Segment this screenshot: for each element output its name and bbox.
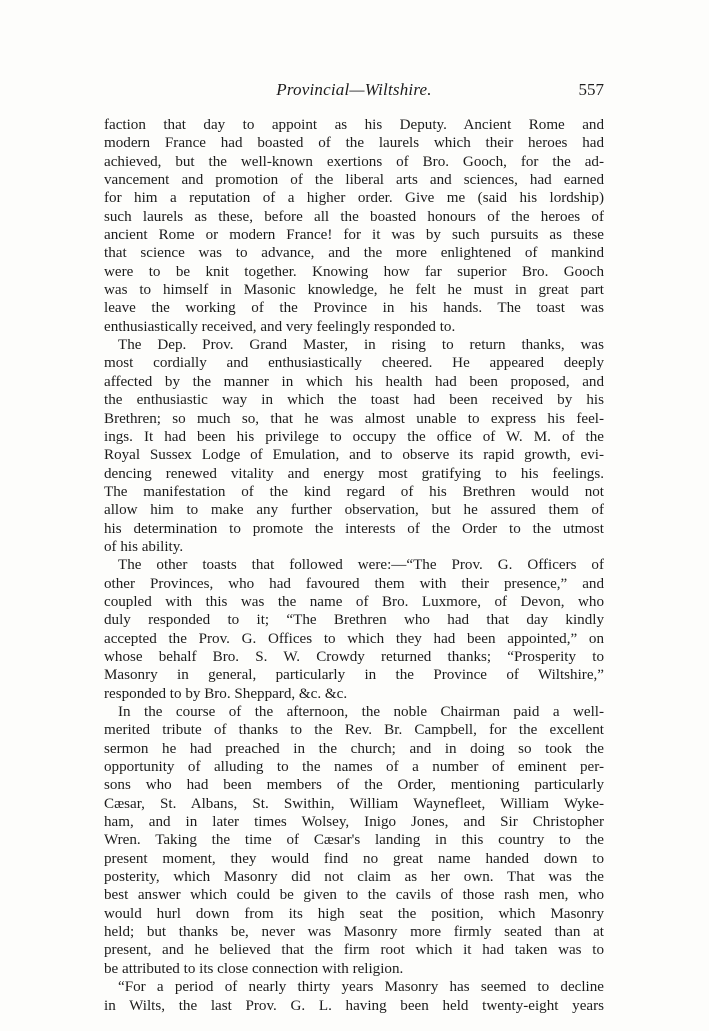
text-line: present moment, they would find no great name handed down to (104, 850, 604, 867)
text-line: enthusiastically received, and very feelingly responded to. (104, 318, 456, 335)
text-line: vancement and promotion of the liberal arts and sciences, had earned (104, 172, 604, 189)
text-line: coupled with this was the name of Bro. Luxmore, of Devon, who (104, 593, 604, 610)
text-line: ings. It had been his privilege to occupy the office of W. M. of the (104, 428, 604, 445)
text-line: The manifestation of the kind regard of his Brethren would not (104, 483, 604, 500)
text-line: would hurl down from its high seat the position, which Masonry (104, 905, 604, 922)
text-line: dencing renewed vitality and energy most gratifying to his feelings. (104, 465, 604, 482)
text-line: posterity, which Masonry did not claim as her own. That was the (104, 869, 604, 886)
text-line: leave the working of the Province in his hands. The toast was (104, 300, 604, 317)
running-title: Provincial—Wiltshire. (276, 80, 432, 99)
text-line: his determination to promote the interests of the Order to the utmost (104, 520, 604, 537)
text-line: held; but thanks be, never was Masonry more firmly seated than at (104, 924, 604, 941)
text-line: accepted the Prov. G. Offices to which they had been appointed,” on (104, 630, 604, 647)
text-line: such laurels as these, before all the boasted honours of the heroes of (104, 208, 604, 225)
text-line: other Provinces, who had favoured them with their presence,” and (104, 575, 604, 592)
text-line: In the course of the afternoon, the noble Chairman paid a well- (118, 704, 604, 720)
text-line: responded to by Bro. Sheppard, &c. &c. (104, 685, 348, 702)
text-line: of his ability. (104, 538, 184, 555)
body-text (104, 116, 604, 1015)
text-line: The other toasts that followed were:—“The Prov. G. Officers of (118, 557, 604, 574)
text-line: achieved, but the well-known exertions of Bro. Gooch, for the ad- (104, 153, 604, 170)
text-line: sons who had been members of the Order, mentioning particularly (104, 777, 604, 794)
text-line: be attributed to its close connection with religion. (104, 960, 404, 977)
text-line: Masonry in general, particularly in the Province of Wiltshire,” (104, 667, 604, 684)
text-line: Royal Sussex Lodge of Emulation, and to observe its rapid growth, evi- (104, 447, 604, 464)
text-line: present, and he believed that the firm root which it had taken was to (104, 942, 604, 959)
text-line: sermon he had preached in the church; and in doing so took the (104, 740, 604, 757)
text-line: was to himself in Masonic knowledge, he felt he must in great part (104, 282, 604, 299)
text-line: in Wilts, the last Prov. G. L. having been held twenty-eight years (104, 997, 604, 1014)
text-line: most cordially and enthusiastically cheered. He appeared deeply (104, 355, 604, 372)
text-line: were to be knit together. Knowing how far superior Bro. Gooch (104, 263, 604, 280)
text-line: best answer which could be given to the cavils of those rash men, who (104, 887, 604, 904)
text-line: that science was to advance, and the more enlightened of mankind (104, 245, 604, 262)
text-line: for him a reputation of a higher order. Give me (said his lordship) (104, 190, 604, 207)
text-line: “For a period of nearly thirty years Masonry has seemed to decline (118, 979, 604, 996)
text-line: allow him to make any further observation, but he assured them of (104, 502, 604, 519)
text-line: the enthusiastic way in which the toast had been received by his (104, 392, 604, 409)
page-number: 557 (578, 80, 604, 99)
text-line: Brethren; so much so, that he was almost unable to express his feel- (104, 410, 604, 427)
text-line: faction that day to appoint as his Deputy. Ancient Rome and (104, 117, 604, 133)
text-line: modern France had boasted of the laurels which their heroes had (104, 135, 604, 152)
text-line: ancient Rome or modern France! for it was by such pursuits as these (104, 227, 604, 244)
text-line: The Dep. Prov. Grand Master, in rising to return thanks, was (118, 337, 604, 354)
text-line: merited tribute of thanks to the Rev. Br. Campbell, for the excellent (104, 722, 604, 739)
text-line: opportunity of alluding to the names of a number of eminent per- (104, 759, 604, 776)
text-line: Wren. Taking the time of Cæsar's landing in this country to the (104, 832, 604, 849)
text-line: whose behalf Bro. S. W. Crowdy returned thanks; “Prosperity to (104, 648, 604, 665)
text-line: duly responded to it; “The Brethren who had that day kindly (104, 612, 604, 629)
running-head (104, 80, 604, 104)
text-line: ham, and in later times Wolsey, Inigo Jones, and Sir Christopher (104, 814, 604, 831)
text-line: Cæsar, St. Albans, St. Swithin, William Waynefleet, William Wyke- (104, 795, 604, 812)
text-line: affected by the manner in which his health had been proposed, and (104, 373, 604, 390)
